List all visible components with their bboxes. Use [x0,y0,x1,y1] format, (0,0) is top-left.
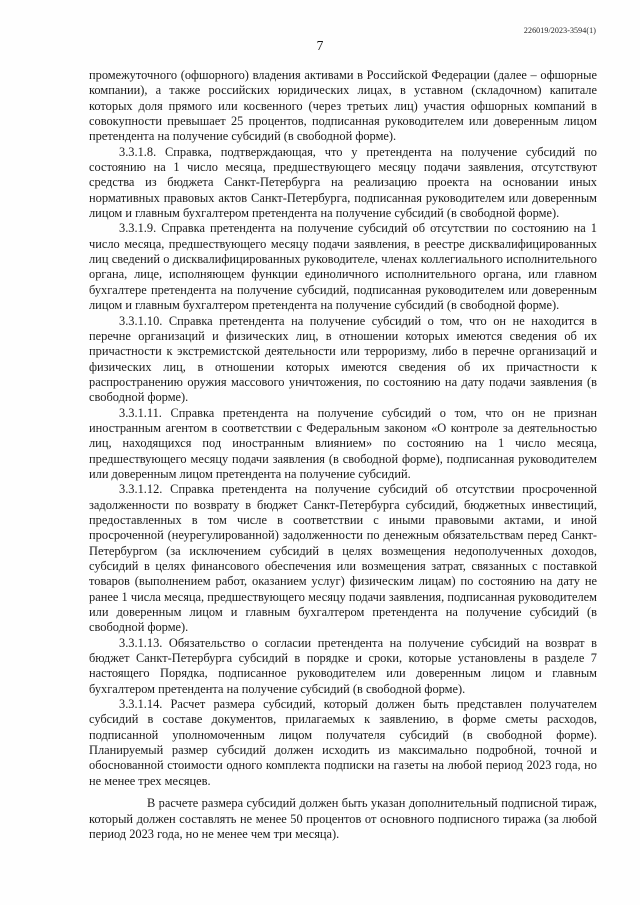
page-number: 7 [316,38,324,53]
paragraph-3-3-1-14: 3.3.1.14. Расчет размера субсидий, который должен быть представлен получателем субсидий в составе документов, прилагаемых к заявлению, в форме сметы расходов, подписанной уполномоченным лицом получателя субсидий (в свободной форме). Планируемый размер субсидий должен исходить из максимально подробной, точной и обоснованной стоимости одного комплекта подписки на газеты на любой период 2023 года, но не менее трех месяцев. [89,697,597,788]
document-body [89,68,597,842]
paragraph-3-3-1-9: 3.3.1.9. Справка претендента на получение субсидий об отсутствии по состоянию на 1 число месяца, предшествующего месяцу подачи заявления, в реестре дисквалифицированных лиц сведений о дисквалифицированных руководителе, членах коллегиального исполнительного органа, лице, исполняющем функции единоличного исполнительного органа, или главном бухгалтере претендента на получение субсидий, подписанная руководителем или доверенным лицом и главным бухгалтером претендента на получение субсидий (в свободной форме). [89,221,597,313]
paragraph-3-3-1-12: 3.3.1.12. Справка претендента на получение субсидий об отсутствии просроченной задолженности по возврату в бюджет Санкт-Петербурга субсидий, бюджетных инвестиций, предоставленных в том числе в соответствии с иными правовыми актами, и иной просроченной (неурегулированной) задолженности по денежным обязательствам перед Санкт-Петербургом (за исключением субсидий в целях возмещения недополученных доходов, субсидий в целях финансового обеспечения или возмещения затрат, связанных с поставкой товаров (выполнением работ, оказанием услуг) физическим лицам) по состоянию на дату не ранее 1 числа месяца, предшествующего месяцу подачи заявления, подписанная руководителем или доверенным лицом и главным бухгалтером претендента на получение субсидий (в свободной форме). [89,482,597,635]
paragraph-3-3-1-10: 3.3.1.10. Справка претендента на получение субсидий о том, что он не находится в перечне организаций и физических лиц, в отношении которых имеются сведения об их причастности к экстремистской деятельности или терроризму, либо в перечне организаций и физических лиц, в отношении которых имеются сведения об их причастности к распространению оружия массового уничтожения, по состоянию на дату подачи заявления (в свободной форме). [89,313,597,405]
paragraph-3-3-1-8: 3.3.1.8. Справка, подтверждающая, что у претендента на получение субсидий по состоянию на 1 число месяца, предшествующего месяцу подачи заявления, отсутствуют средства из бюджета Санкт-Петербурга на реализацию проекта на основании иных нормативных правовых актов Санкт-Петербурга, подписанная руководителем или доверенным лицом и главным бухгалтером претендента на получение субсидий (в свободной форме). [89,144,597,221]
paragraph-additional-circulation: В расчете размера субсидий должен быть указан дополнительный подписной тираж, который должен составлять не менее 50 процентов от основного подписного тиража (за любой период 2023 года, но не менее чем три месяца). [89,796,597,841]
paragraph-3-3-1-13: 3.3.1.13. Обязательство о согласии претендента на получение субсидий на возврат в бюджет Санкт-Петербурга субсидий в порядке и сроки, которые установлены в разделе 7 настоящего Порядка, подписанное руководителем или доверенным лицом и главным бухгалтером претендента на получение субсидий (в свободной форме). [89,635,597,696]
document-id: 226019/2023-3594(1) [523,26,596,35]
paragraph-offshore-continuation: промежуточного (офшорного) владения активами в Российской Федерации (далее – офшорные компании), а также российских юридических лицах, в уставном (складочном) капитале которых доля прямого или косвенного (через третьих лиц) участия офшорных компаний в совокупности превышает 25 процентов, подписанная руководителем или доверенным лицом претендента на получение субсидий (в свободной форме). [89,68,597,144]
paragraph-3-3-1-11: 3.3.1.11. Справка претендента на получение субсидий о том, что он не признан иностранным агентом в соответствии с Федеральным законом «О контроле за деятельностью лиц, находящихся под иностранным влиянием» по состоянию на 1 число месяца, предшествующего месяцу подачи заявления (в свободной форме), подписанная руководителем или доверенным лицом претендента на получение субсидий. [89,405,597,481]
